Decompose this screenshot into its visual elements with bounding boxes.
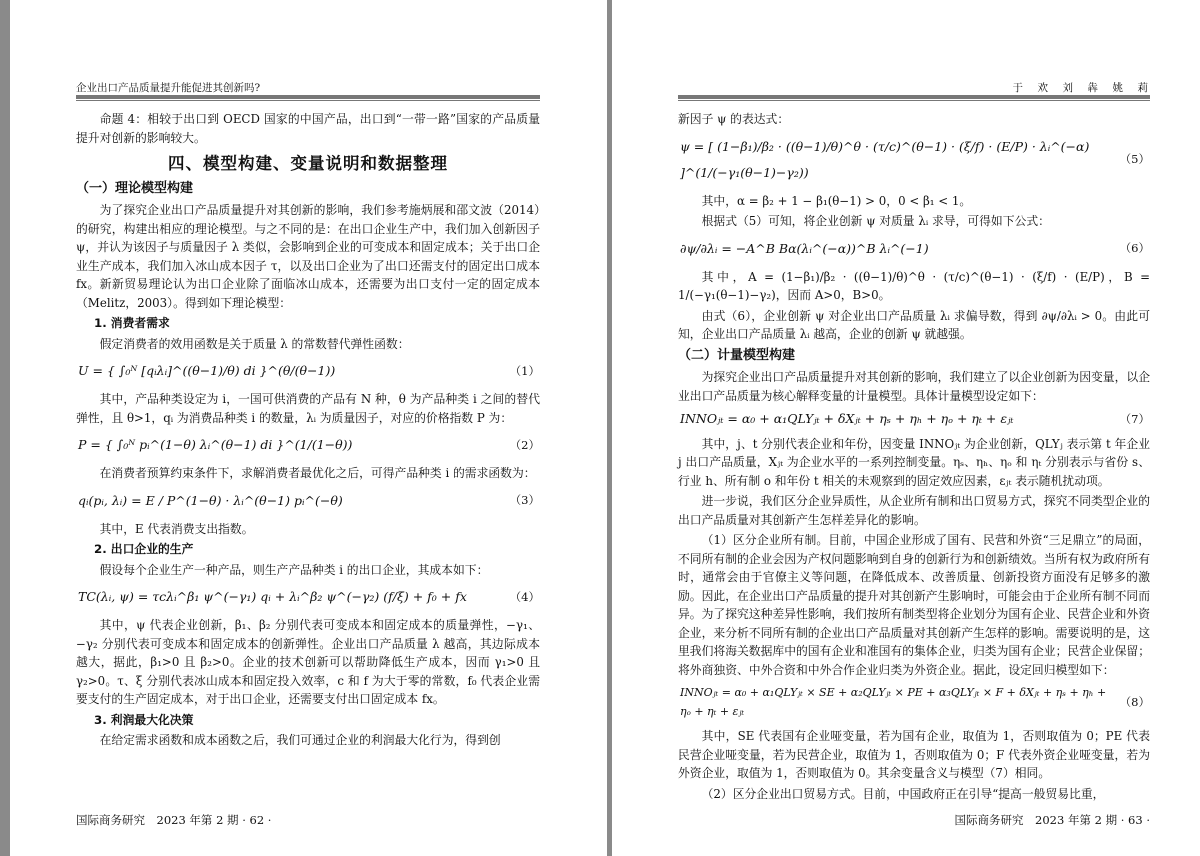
subheading: 2. 出口企业的生产	[94, 542, 194, 556]
equation-7	[678, 410, 1150, 429]
paragraph: 为了探究企业出口产品质量提升对其创新的影响，我们参考施炳展和邵文波（2014）的研究，构建出相应的理论模型。与之不同的是：在出口企业生产中，我们加入创新因子 ψ，并认为该因子与质量因子 λ 类似，会影响到企业的可变成本和固定成本；关于出口企业生产成本，我们加入冰山成本因子 τ，以及出口企业为了出口还需支付的固定出口成本 fx。新新贸易理论认为出口企业除了面临冰山成本，还需要为出口支付一定的固定成本（Melitz，2003）。得到如下理论模型：	[76, 203, 540, 310]
equation-expression: ∂ψ/∂λᵢ = −A^B Bα(λᵢ^(−α))^B λᵢ^(−1)	[680, 240, 929, 256]
subsection-heading: （一）理论模型构建	[76, 180, 194, 196]
equation-expression: ψ = [ (1−β₁)/β₂ · ((θ−1)/θ)^θ · (τ/c)^(θ−1) · (ξ/f) · (E/P) · λᵢ^(−α) ]^(1/(−γ₁(θ−1)−γ₂))	[680, 138, 1090, 180]
equation-number: （4）	[509, 589, 540, 604]
header-rule-thin	[76, 100, 540, 101]
header-rule	[678, 95, 1150, 99]
paragraph: 其中，A = (1−β₁)/β₂ · ((θ−1)/θ)^θ · (τ/c)^(θ−1) · (ξ/f) · (E/P)，B = 1/(−γ₁(θ−1)−γ₂)，因而 A>0，B>0。	[678, 269, 1150, 302]
paragraph: 由式（6），企业创新 ψ 对企业出口产品质量 λᵢ 求偏导数，得到 ∂ψ/∂λᵢ > 0。由此可知，企业出口产品质量 λᵢ 越高，企业的创新 ψ 就越强。	[678, 308, 1150, 341]
paragraph: 其中，产品种类设定为 i，一国可供消费的产品有 N 种，θ 为产品种类 i 之间的替代弹性，且 θ>1，qᵢ 为消费品种类 i 的数量，λᵢ 为质量因子，对应的价格指数 P 为：	[76, 392, 540, 425]
equation-expression: qᵢ(pᵢ, λᵢ) = E / P^(1−θ) · λᵢ^(θ−1) pᵢ^(−θ)	[78, 492, 343, 508]
equation-number: （5）	[1119, 152, 1150, 167]
subheading: 1. 消费者需求	[94, 316, 170, 330]
running-header: 企业出口产品质量提升能促进其创新吗?	[76, 82, 261, 94]
page-footer: 国际商务研究 2023 年第 2 期 · 62 ·	[76, 813, 272, 827]
paragraph: （1）区分企业所有制。目前，中国企业形成了国有、民营和外资“三足鼎立”的局面，不同所有制的企业会因为产权问题影响到自身的创新行为和创新绩效。当所有权为政府所有时，通常会由于官僚主义等问题，在降低成本、改善质量、创新投资方面没有足够多的激励。因此，在企业出口产品质量的提升对其创新产生影响时，可能会由于企业所有制不同而异。为了探究这种差异性影响，我们按所有制类型将企业划分为国有企业、民营企业和外资企业，来分析不同所有制的企业出口产品质量对其创新产生怎样的影响。需要说明的是，这里我们将海关数据库中的国有企业和准国有的集体企业，归类为国有企业；民营企业保留；将外商独资、中外合资和中外合作企业归类为外资企业。据此，设定回归模型如下：	[678, 533, 1150, 677]
section-title: 四、模型构建、变量说明和数据整理	[168, 154, 448, 173]
paragraph: 其中，j、t 分别代表企业和年份，因变量 INNOⱼₜ 为企业创新，QLYⱼ 表示第 t 年企业 j 出口产品质量，Xⱼₜ 为企业水平的一系列控制变量。ηₛ、ηₕ、ηₒ 和 ηₜ 分别表示与省份 s、行业 h、所有制 o 和年份 t 相关的未观察到的固定效应因素，εⱼₜ 表示随机扰动项。	[678, 436, 1150, 488]
header-rule-thin	[678, 100, 1150, 101]
paragraph: 其中，ψ 代表企业创新，β₁、β₂ 分别代表可变成本和固定成本的质量弹性，−γ₁、−γ₂ 分别代表可变成本和固定成本的创新弹性。企业出口产品质量 λ 越高，其边际成本越大，据此，β₁>0 且 β₂>0。企业的技术创新可以帮助降低生产成本，因而 γ₁>0 且 γ₂>0。τ、ξ 分别代表冰山成本和固定投入效率，c 和 f 为大于零的常数，f₀ 代表企业需要支付的生产固定成本，对于出口企业，还需要支付出口固定成本 fx。	[76, 618, 540, 706]
equation-2	[76, 432, 540, 458]
paragraph: 其中，α = β₂ + 1 − β₁(θ−1) > 0，0 < β₁ < 1。	[701, 193, 972, 208]
paragraph: 假设每个企业生产一种产品，则生产产品种类 i 的出口企业，其成本如下：	[99, 562, 489, 577]
left-text-column	[76, 110, 540, 752]
subsection-heading: （二）计量模型构建	[678, 347, 796, 363]
paragraph: 根据式（5）可知，将企业创新 ψ 对质量 λᵢ 求导，可得如下公式：	[701, 214, 1050, 228]
running-header: 于 欢 刘 犇 姚 莉	[1012, 82, 1150, 94]
equation-expression: INNOⱼₜ = α₀ + α₁QLYⱼₜ + δXⱼₜ + ηₛ + ηₕ + ηₒ + ηₜ + εⱼₜ	[680, 411, 1014, 426]
equation-number: （2）	[509, 437, 540, 452]
equation-1	[76, 358, 540, 384]
page-footer: 国际商务研究 2023 年第 2 期 · 63 ·	[954, 813, 1150, 827]
left-page	[10, 0, 607, 856]
equation-4	[76, 584, 540, 610]
paragraph: 其中，E 代表消费支出指数。	[99, 521, 254, 536]
equation-expression: INNOⱼₜ = α₀ + α₁QLYⱼₜ × SE + α₂QLYⱼₜ × PE + α₃QLYⱼₜ × F + δXⱼₜ + ηₛ + ηₕ + ηₒ + ηₜ + εⱼₜ	[680, 686, 1107, 718]
equation-6	[678, 236, 1150, 262]
paragraph: （2）区分企业出口贸易方式。目前，中国政府正在引导“提高一般贸易比重，	[701, 786, 1105, 801]
equation-number: （1）	[509, 363, 540, 378]
paragraph: 进一步说，我们区分企业异质性，从企业所有制和出口贸易方式，探究不同类型企业的出口产品质量对其创新产生怎样差异化的影响。	[678, 494, 1150, 527]
right-page	[612, 0, 1200, 856]
paragraph: 假定消费者的效用函数是关于质量 λ 的常数替代弹性函数：	[99, 336, 410, 351]
header-rule	[76, 95, 540, 99]
subheading: 3. 利润最大化决策	[94, 712, 194, 727]
equation-expression: P = { ∫₀ᴺ pᵢ^(1−θ) λᵢ^(θ−1) di }^(1/(1−θ))	[78, 437, 353, 452]
equation-3	[76, 488, 540, 514]
equation-number: （3）	[509, 493, 540, 508]
equation-expression: U = { ∫₀ᴺ [qᵢλᵢ]^((θ−1)/θ) di }^(θ/(θ−1))	[78, 363, 336, 378]
paragraph: 在给定需求函数和成本函数之后，我们可通过企业的利润最大化行为，得到创	[99, 733, 501, 747]
paragraph: 为探究企业出口产品质量提升对其创新的影响，我们建立了以企业创新为因变量，以企业出口产品质量为核心解释变量的计量模型。具体计量模型设定如下：	[678, 370, 1150, 403]
paragraph: 新因子 ψ 的表达式：	[678, 112, 790, 126]
paragraph: 在消费者预算约束条件下，求解消费者最优化之后，可得产品种类 i 的需求函数为：	[99, 466, 536, 480]
right-text-column	[678, 110, 1150, 805]
equation-8	[678, 684, 1150, 721]
equation-number: （7）	[1119, 412, 1150, 426]
equation-5	[678, 134, 1150, 186]
proposition-4: 命题 4：相较于出口到 OECD 国家的中国产品，出口到“一带一路”国家的产品质量提升对创新的影响较大。	[76, 112, 540, 145]
equation-number: （6）	[1119, 241, 1150, 256]
equation-number: （8）	[1119, 695, 1150, 710]
equation-expression: TC(λᵢ, ψ) = τcλᵢ^β₁ ψ^(−γ₁) qᵢ + λᵢ^β₂ ψ^(−γ₂) (f/ξ) + f₀ + fx	[78, 589, 467, 604]
paragraph: 其中，SE 代表国有企业哑变量，若为国有企业，取值为 1，否则取值为 0；PE 代表民营企业哑变量，若为民营企业，取值为 1，否则取值为 0；F 代表外资企业哑变量，若为外资企业，取值为 1，否则取值为 0。其余变量含义与模型（7）相同。	[678, 729, 1150, 780]
